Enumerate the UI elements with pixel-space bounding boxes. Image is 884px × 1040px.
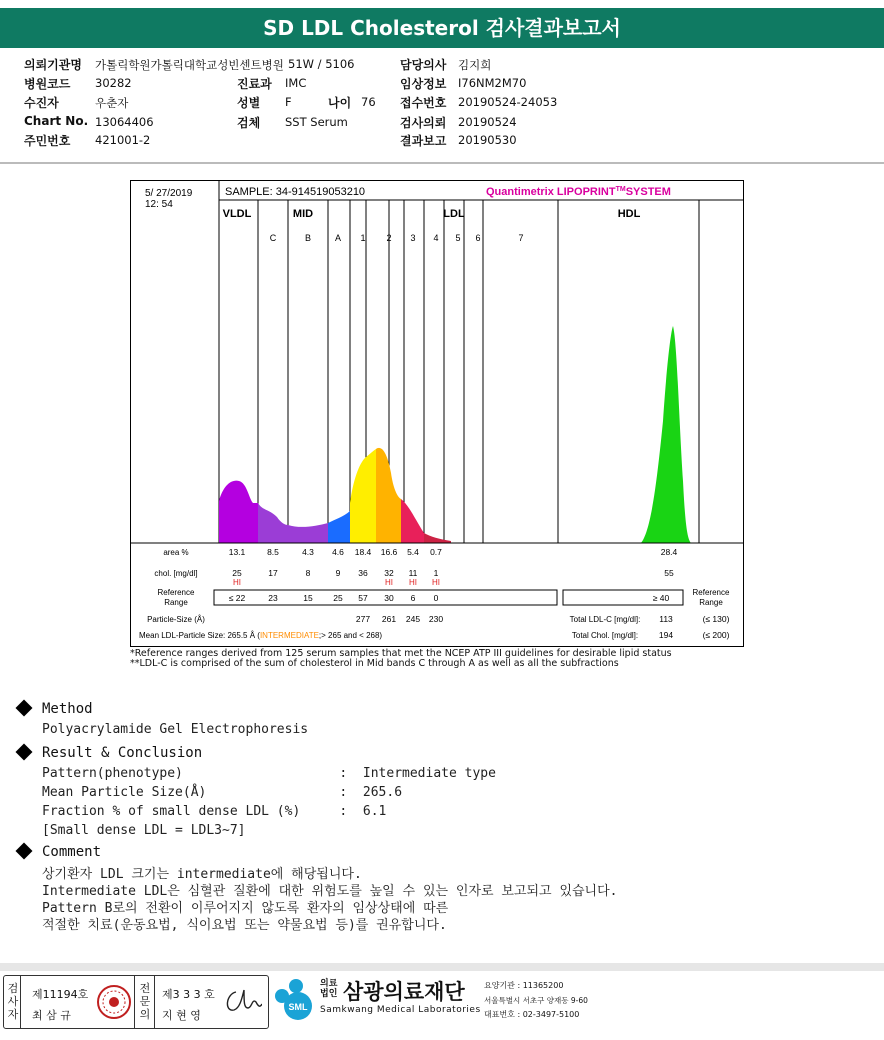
total-chol-value: 194 (658, 630, 674, 640)
org-name: 삼광의료재단 (343, 980, 465, 1004)
field-label: 결과보고 (400, 134, 447, 148)
field-label: 접수번호 (400, 96, 447, 110)
lipoprint-chart (130, 180, 744, 647)
result-line: Pattern(phenotype) : Intermediate type (42, 766, 496, 781)
chol-value: 9 (335, 568, 341, 578)
result-line: [Small dense LDL = LDL3~7] (42, 823, 246, 838)
field-value: 20190524-24053 (458, 95, 558, 109)
comment-line: Intermediate LDL은 심혈관 질환에 대한 위험도를 높일 수 있는 인자로 보고되고 있습니다. (42, 884, 618, 899)
seal-stamp-icon (96, 982, 132, 1022)
diamond-bullet-icon (16, 700, 33, 717)
specialist-name: 지 현 영 (162, 1009, 201, 1022)
field-value: 51W / 5106 (288, 57, 355, 71)
page-title: SD LDL Cholesterol 검사결과보고서 (263, 16, 621, 40)
footer-separator (0, 963, 884, 971)
band-label: 1 (360, 233, 366, 243)
report-header (0, 52, 884, 164)
field-value: 가톨릭학원가톨릭대학교성빈센트병원 (95, 58, 284, 72)
field-label: 진료과 (237, 77, 272, 91)
method-text: Polyacrylamide Gel Electrophoresis (42, 722, 309, 737)
footnote-2: **LDL-C is comprised of the sum of cholesterol in Mid bands C through A as well as all the subfractions (130, 658, 619, 669)
hi-flag: HI (432, 578, 440, 587)
area-value: 8.5 (267, 547, 279, 557)
reference-label-right: Reference (692, 588, 730, 597)
chol-value: 32 (384, 568, 394, 578)
field-value: 76 (361, 95, 376, 109)
peak-ldl-2 (376, 448, 401, 543)
divider (134, 976, 135, 1028)
field-label: 임상정보 (400, 77, 447, 91)
comment-line: Pattern B로의 전환이 이루어지지 않도록 환자의 임상상태에 따른 (42, 901, 449, 916)
sml-logo-icon (272, 976, 318, 1026)
comment-line: 적절한 치료(운동요법, 식이요법 또는 약물요법 등)를 권유합니다. (42, 918, 447, 933)
org-info: 서울특별시 서초구 양재동 9-60 (484, 996, 588, 1005)
band-label: C (269, 233, 277, 243)
checker-number: 제11194호 (32, 988, 89, 1001)
total-ldl-ref: (≤ 130) (702, 614, 730, 624)
field-label: Chart No. (24, 114, 89, 128)
comment-line: 상기환자 LDL 크기는 intermediate에 해당됩니다. (42, 867, 362, 882)
reference-value: 57 (358, 593, 368, 603)
band-label: B (304, 233, 312, 243)
system-suffix: SYSTEM (625, 186, 671, 198)
diamond-bullet-icon (16, 843, 33, 860)
particle-size-label: Particle-Size (Å) (147, 615, 205, 624)
section-method (18, 701, 93, 717)
field-label: 검사의뢰 (400, 116, 447, 130)
checker-name: 최 삼 규 (32, 1009, 71, 1022)
field-label: 의뢰기관명 (24, 58, 82, 72)
org-info: 대표번호 : 02-3497-5100 (484, 1010, 580, 1019)
total-chol-ref: (≤ 200) (702, 630, 730, 640)
lipoprint-svg (131, 181, 743, 646)
band-label: 4 (433, 233, 439, 243)
title-bar (0, 8, 884, 48)
reference-value: 0 (433, 593, 439, 603)
peak-ldl-1 (350, 449, 376, 543)
system-tm: TM (615, 186, 626, 193)
chol-row-label: chol. [mg/dl] (154, 569, 198, 578)
particle-size-value: 277 (355, 614, 371, 624)
section-result (18, 745, 202, 761)
org-english-name: Samkwang Medical Laboratories (320, 1005, 481, 1015)
field-value: F (285, 95, 292, 109)
band-label: 7 (518, 233, 524, 243)
band-dividers (219, 200, 699, 543)
signature-box (3, 975, 269, 1029)
chol-value: 17 (268, 568, 278, 578)
area-value: 28.4 (660, 547, 678, 557)
field-label: 성별 (237, 96, 261, 110)
peak-ldl-3 (401, 499, 424, 543)
diamond-bullet-icon (16, 744, 33, 761)
particle-size-value: 245 (405, 614, 421, 624)
area-value: 4.3 (302, 547, 314, 557)
band-label: 6 (475, 233, 481, 243)
chol-value: 25 (232, 568, 242, 578)
peak-mid-a (328, 511, 350, 543)
report-date: 5/ 27/2019 (145, 188, 193, 199)
hi-flag: HI (385, 578, 393, 587)
reference-label: Range (164, 598, 188, 607)
field-value: 421001-2 (95, 133, 151, 147)
chol-value: 36 (358, 568, 368, 578)
field-value: 30282 (95, 76, 132, 90)
group-label-ldl: LDL (443, 208, 465, 220)
total-ldl-label: Total LDL-C [mg/dl]: (569, 615, 641, 624)
reference-label: Reference (157, 588, 195, 597)
chol-value: 11 (408, 568, 418, 578)
reference-hdl-value: ≥ 40 (652, 593, 670, 603)
reference-label-right: Range (699, 598, 723, 607)
field-label: 병원코드 (24, 77, 71, 91)
system-name (486, 186, 671, 198)
field-value: SST Serum (285, 115, 348, 129)
area-value: 18.4 (354, 547, 372, 557)
area-row-label: area % (163, 548, 189, 557)
chol-value: 8 (305, 568, 311, 578)
org-type-1: 의료 (320, 979, 338, 989)
group-label-mid: MID (292, 208, 314, 220)
logo-text: SML (288, 1002, 308, 1012)
field-value: 13064406 (95, 115, 154, 129)
total-chol-label: Total Chol. [mg/dl]: (571, 631, 639, 640)
org-type (320, 979, 337, 999)
result-line: Mean Particle Size(Å) : 265.6 (42, 785, 403, 800)
band-label: 2 (386, 233, 392, 243)
reference-value: 30 (384, 593, 394, 603)
field-label: 주민번호 (24, 134, 71, 148)
peak-mid-b (288, 523, 328, 543)
area-value: 4.6 (332, 547, 344, 557)
field-label: 나이 (328, 96, 352, 110)
area-value: 5.4 (407, 547, 419, 557)
section-comment (18, 844, 101, 860)
band-label: A (334, 233, 342, 243)
reference-value: 6 (410, 593, 416, 603)
mean-ldl-particle-size: Mean LDL-Particle Size: 265.5 Å (INTERMEDIATE;> 265 and < 268) (139, 631, 383, 640)
specialist-label: 전문의 (139, 982, 151, 1021)
field-label: 담당의사 (400, 58, 447, 72)
divider (154, 976, 155, 1028)
signature-icon (222, 984, 262, 1020)
reference-value: 15 (303, 593, 313, 603)
sample-id: SAMPLE: 34-914519053210 (225, 186, 366, 198)
peak-mid-c (258, 503, 288, 543)
section-title: Result & Conclusion (42, 745, 203, 761)
checker-label: 검사자 (7, 982, 19, 1021)
section-title: Comment (42, 844, 102, 860)
peak-ldl-4 (424, 533, 451, 543)
peak-vldl (219, 481, 258, 543)
report-time: 12: 54 (145, 199, 173, 210)
area-value: 13.1 (228, 547, 246, 557)
field-label: 검체 (237, 116, 261, 130)
electrophoresis-peaks (219, 326, 691, 543)
field-value: I76NM2M70 (458, 76, 527, 90)
area-value: 0.7 (430, 547, 442, 557)
system-name-text: Quantimetrix LIPOPRINT (486, 186, 616, 198)
reference-value: 23 (268, 593, 278, 603)
divider (20, 976, 21, 1028)
divider (0, 162, 884, 164)
particle-size-value: 230 (428, 614, 444, 624)
group-label-vldl: VLDL (222, 208, 252, 220)
footnote-1: *Reference ranges derived from 125 serum samples that met the NCEP ATP III guidelines for desirable lipid status (130, 648, 672, 659)
field-value: 20190524 (458, 115, 517, 129)
specialist-number: 제3 3 3 호 (162, 988, 215, 1001)
total-ldl-value: 113 (659, 614, 673, 624)
field-value: 우춘자 (95, 96, 129, 110)
org-info: 요양기관 : 11365200 (484, 981, 564, 990)
field-label: 수진자 (24, 96, 59, 110)
band-labels (270, 233, 524, 243)
group-label-hdl: HDL (617, 208, 641, 220)
result-line: Fraction % of small dense LDL (%) : 6.1 (42, 804, 387, 819)
chol-value: 1 (433, 568, 439, 578)
particle-size-value: 261 (381, 614, 397, 624)
field-value: 20190530 (458, 133, 517, 147)
hi-flag: HI (409, 578, 417, 587)
band-label: 5 (455, 233, 461, 243)
peak-hdl (641, 326, 691, 543)
reference-value: ≤ 22 (228, 593, 246, 603)
chol-value: 55 (664, 568, 674, 578)
field-value: 김지희 (458, 58, 492, 72)
area-value: 16.6 (380, 547, 398, 557)
band-label: 3 (410, 233, 416, 243)
reference-value: 25 (333, 593, 343, 603)
hi-flag: HI (233, 578, 241, 587)
field-value: IMC (285, 76, 307, 90)
result-table (139, 547, 730, 640)
section-title: Method (42, 701, 93, 717)
org-type-2: 법인 (320, 989, 338, 999)
